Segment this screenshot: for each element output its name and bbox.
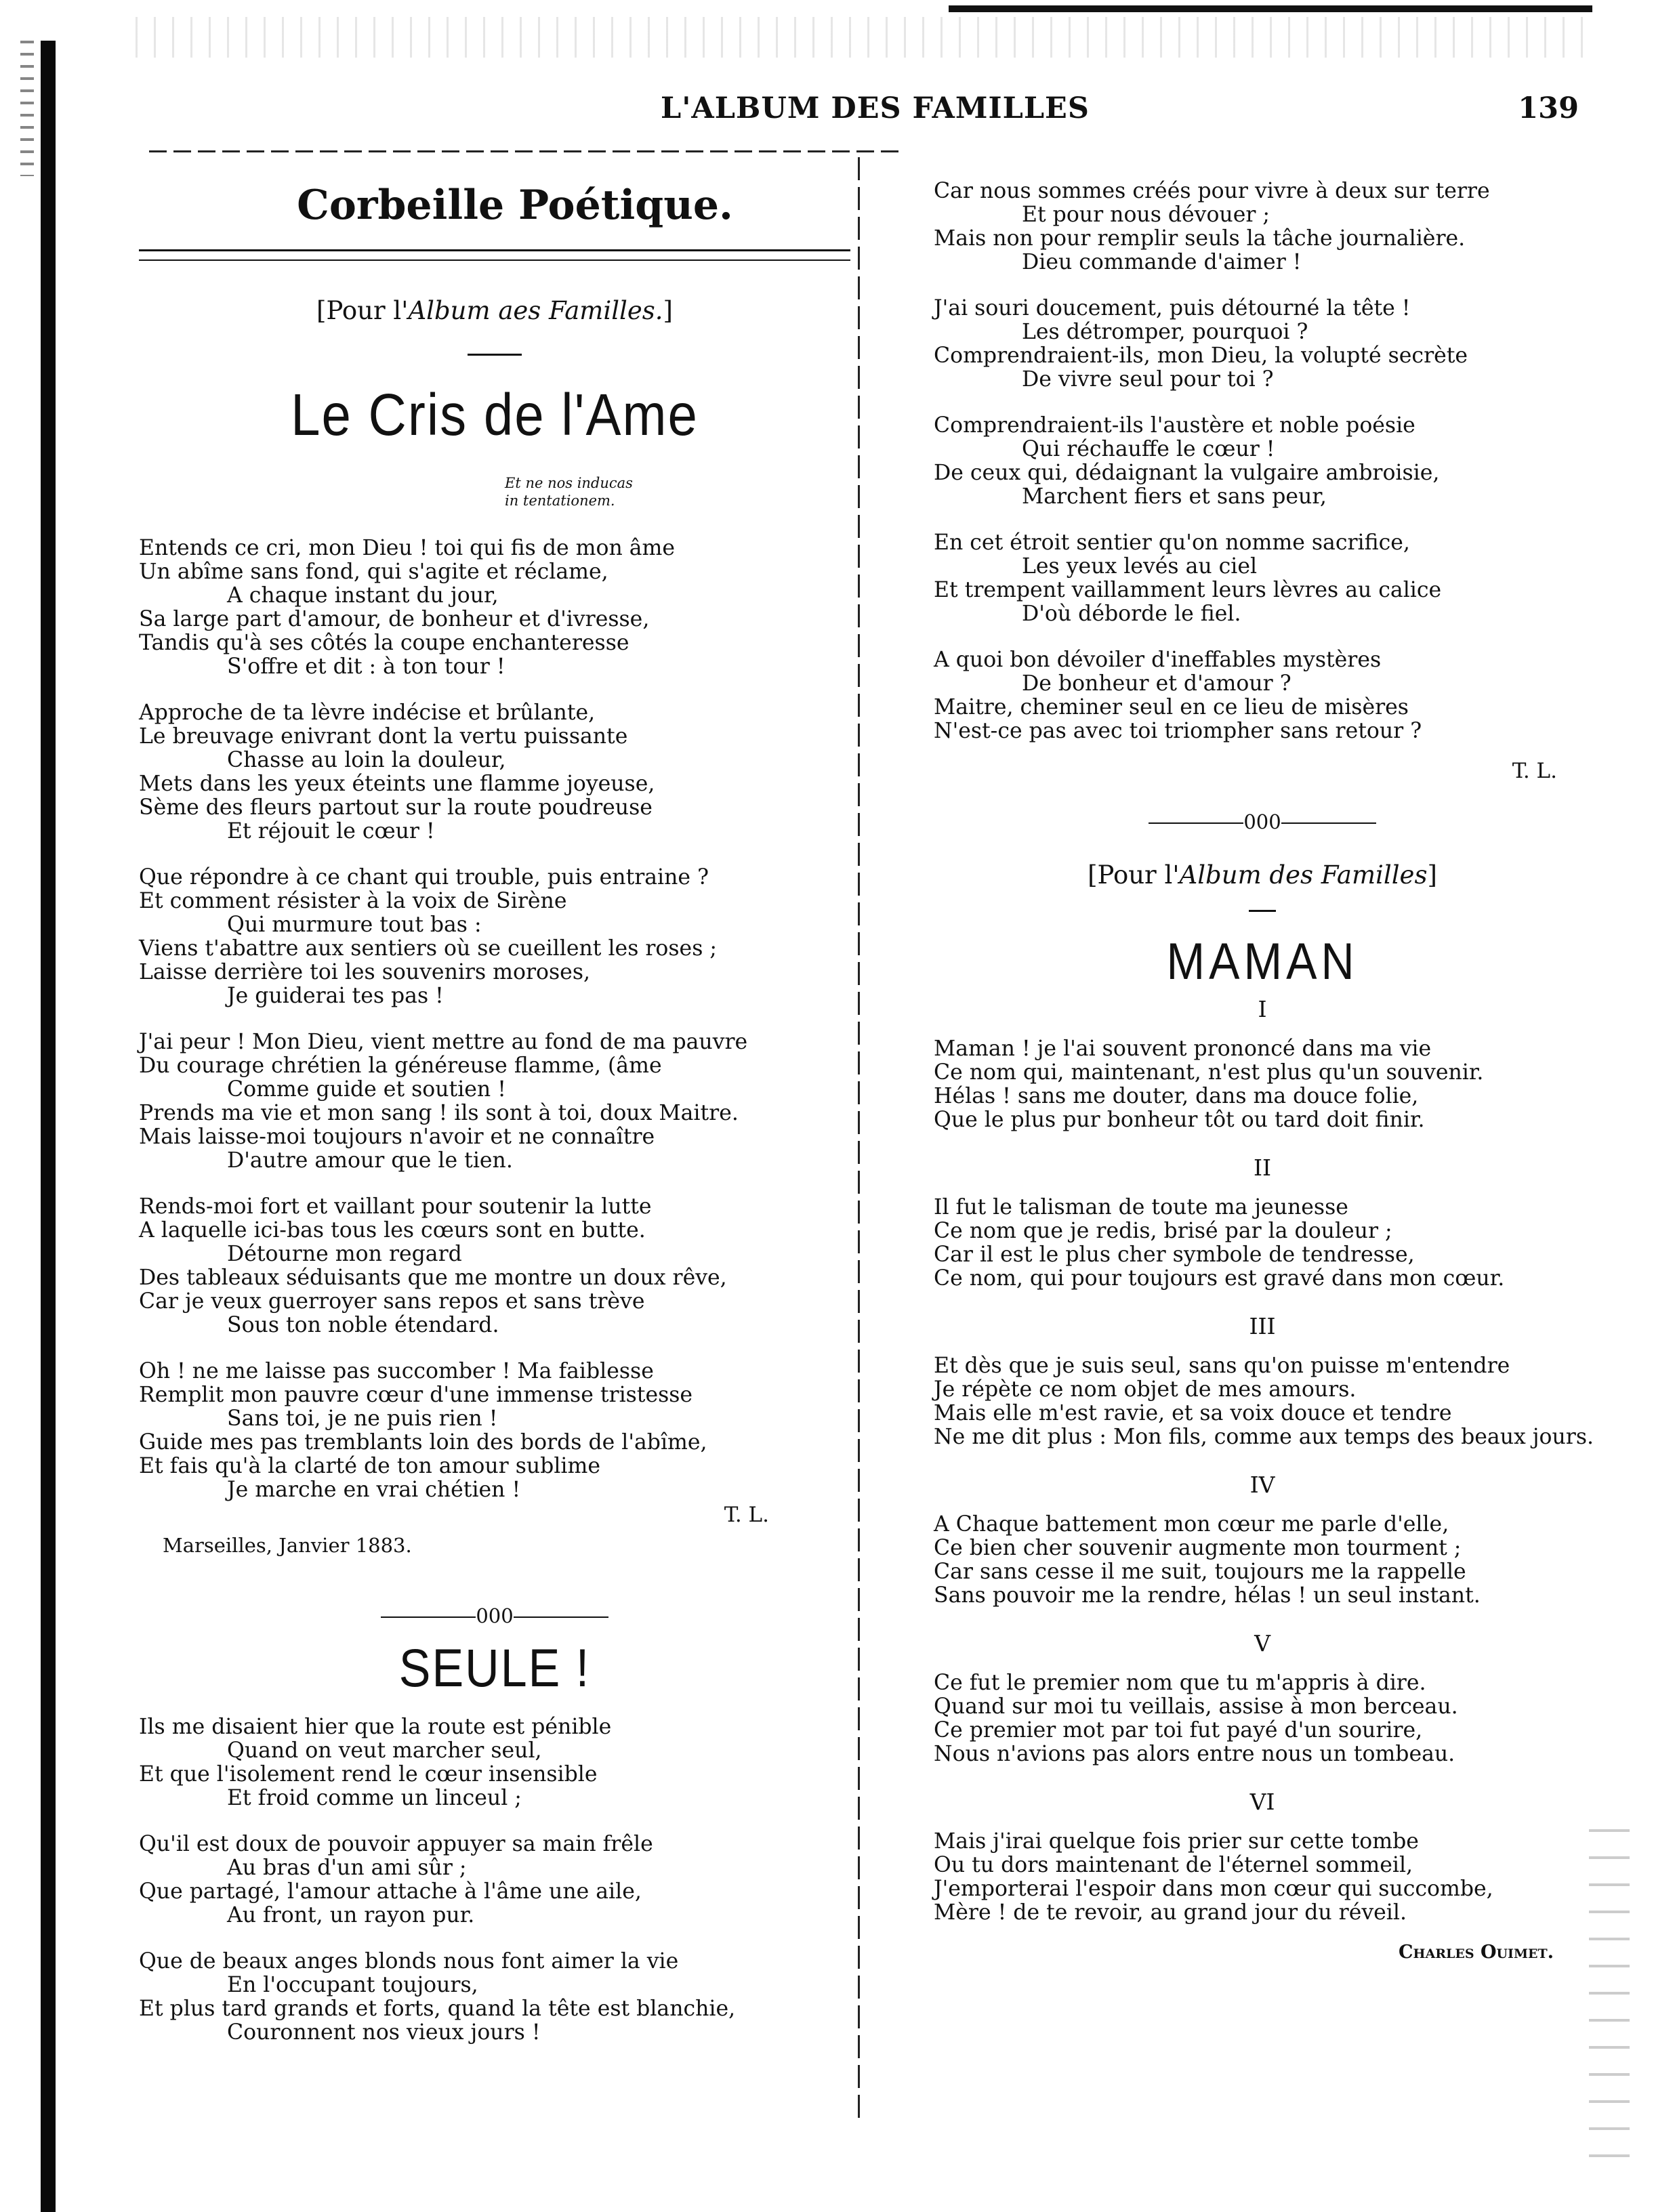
verse-line: Détourne mon regard: [227, 1242, 462, 1266]
verse-line: J'ai souri doucement, puis détourné la tête !: [934, 296, 1411, 320]
page-header: [149, 91, 1579, 139]
verse-line: Guide mes pas tremblants loin des bords de l'abîme,: [139, 1430, 707, 1455]
verse-line: Que répondre à ce chant qui trouble, puis entraine ?: [139, 865, 709, 890]
verse-line: Que le plus pur bonheur tôt ou tard doit finir.: [934, 1108, 1425, 1132]
verse-line: Oh ! ne me laisse pas succomber ! Ma faiblesse: [139, 1359, 654, 1383]
verse-line: Ce fut le premier nom que tu m'appris à dire.: [934, 1671, 1426, 1695]
verse-line: Qu'il est doux de pouvoir appuyer sa main frêle: [139, 1832, 653, 1856]
stanza: [934, 1830, 1591, 1925]
verse-line: Chasse au loin la douleur,: [227, 748, 506, 772]
section-numeral: I: [1258, 996, 1267, 1022]
verse-line: Je marche en vrai chétien !: [227, 1478, 521, 1502]
poem-le-cris-de-l-ame: [139, 537, 850, 1502]
poem-title-maman: MAMAN: [1166, 932, 1359, 990]
verse-line: Ils me disaient hier que la route est pénible: [139, 1715, 612, 1739]
stanza: [139, 1950, 850, 2045]
stanza: [934, 1671, 1591, 1766]
page-number: 139: [1518, 91, 1579, 125]
section-numeral: VI: [1249, 1789, 1275, 1815]
signature: T. L.: [724, 1503, 769, 1527]
section-title: Corbeille Poétique.: [297, 182, 733, 229]
stanza: [934, 414, 1591, 509]
verse-line: Et réjouit le cœur !: [227, 819, 435, 843]
verse-line: Prends ma vie et mon sang ! ils sont à toi, doux Maitre.: [139, 1101, 739, 1125]
verse-line: Les yeux levés au ciel: [1022, 554, 1258, 579]
verse-line: Ce nom qui, maintenant, n'est plus qu'un souvenir.: [934, 1060, 1484, 1085]
stanza: [934, 1037, 1591, 1132]
verse-line: Un abîme sans fond, qui s'agite et réclame,: [139, 560, 608, 584]
verse-line: Rends-moi fort et vaillant pour soutenir la lutte: [139, 1194, 652, 1219]
verse-line: Remplit mon pauvre cœur d'une immense tristesse: [139, 1383, 693, 1407]
verse-line: Tandis qu'à ses côtés la coupe enchanteresse: [139, 631, 629, 655]
epigraph: Et ne nos inducas in tentationem.: [505, 475, 633, 509]
separator: 000: [934, 810, 1591, 833]
verse-line: Mère ! de te revoir, au grand jour du réveil.: [934, 1900, 1407, 1925]
verse-line: En l'occupant toujours,: [227, 1973, 478, 1997]
scan-right-speckle: [1589, 1829, 1630, 2168]
verse-line: Les détromper, pourquoi ?: [1022, 320, 1308, 344]
verse-line: A quoi bon dévoiler d'ineffables mystères: [934, 648, 1382, 672]
verse-line: Sa large part d'amour, de bonheur et d'ivresse,: [139, 607, 650, 631]
verse-line: Et fais qu'à la clarté de ton amour sublime: [139, 1454, 600, 1478]
poem-seule-continued: [934, 180, 1591, 743]
verse-line: Je guiderai tes pas !: [227, 984, 444, 1008]
left-column: [139, 156, 850, 2067]
verse-line: Et comment résister à la voix de Sirène: [139, 889, 567, 913]
stanza: [934, 297, 1591, 392]
verse-line: Approche de ta lèvre indécise et brûlante,: [139, 701, 596, 725]
verse-line: Quand sur moi tu veillais, assise à mon berceau.: [934, 1694, 1458, 1719]
scan-top-speckle: [136, 17, 1592, 58]
section-rule: [139, 249, 850, 261]
verse-line: Ce bien cher souvenir augmente mon tourment ;: [934, 1536, 1462, 1560]
verse-line: A chaque instant du jour,: [227, 583, 499, 608]
verse-line: Car je veux guerroyer sans repos et sans trève: [139, 1289, 645, 1314]
scan-edge-marks: [20, 41, 34, 176]
verse-line: Car nous sommes créés pour vivre à deux sur terre: [934, 179, 1490, 203]
verse-line: Du courage chrétien la généreuse flamme, (âme: [139, 1053, 662, 1078]
scan-top-rule: [949, 5, 1592, 12]
verse-line: Et trempent vaillamment leurs lèvres au calice: [934, 578, 1442, 602]
verse-line: Hélas ! sans me douter, dans ma douce folie,: [934, 1084, 1419, 1108]
section-numeral: IV: [1249, 1472, 1275, 1498]
stanza: [934, 648, 1591, 743]
right-column: [934, 179, 1594, 1963]
poem-maman: [934, 996, 1594, 1925]
poem-title-seule: SEULE !: [398, 1638, 591, 1698]
signature: T. L.: [1512, 759, 1557, 783]
running-title: L'ALBUM DES FAMILLES: [661, 91, 1090, 125]
short-rule: [1249, 910, 1276, 912]
verse-line: Marchent fiers et sans peur,: [1022, 484, 1327, 509]
stanza: [139, 1360, 850, 1502]
separator: 000: [139, 1604, 850, 1627]
poem-title-le-cris-de-l-ame: Le Cris de l'Ame: [291, 381, 699, 448]
verse-line: Il fut le talisman de toute ma jeunesse: [934, 1195, 1348, 1219]
verse-line: Maman ! je l'ai souvent prononcé dans ma vie: [934, 1037, 1432, 1061]
verse-line: Ou tu dors maintenant de l'éternel sommeil,: [934, 1853, 1413, 1877]
verse-line: Ce premier mot par toi fut payé d'un sourire,: [934, 1718, 1423, 1743]
verse-line: Ce nom, qui pour toujours est gravé dans mon cœur.: [934, 1266, 1505, 1291]
verse-line: Sans pouvoir me la rendre, hélas ! un seul instant.: [934, 1583, 1481, 1608]
verse-line: Dieu commande d'aimer !: [1022, 250, 1302, 274]
verse-line: Entends ce cri, mon Dieu ! toi qui fis de mon âme: [139, 536, 676, 560]
verse-line: Mais j'irai quelque fois prier sur cette tombe: [934, 1829, 1419, 1854]
section-numeral: II: [1253, 1154, 1272, 1181]
stanza: [139, 1715, 850, 1810]
stanza: [139, 1195, 850, 1337]
column-divider: [858, 157, 860, 2122]
stanza: [934, 531, 1591, 626]
section-numeral: V: [1254, 1630, 1270, 1656]
verse-line: Mais non pour remplir seuls la tâche journalière.: [934, 226, 1466, 251]
verse-line: A Chaque battement mon cœur me parle d'elle,: [934, 1512, 1449, 1537]
verse-line: J'ai peur ! Mon Dieu, vient mettre au fond de ma pauvre: [139, 1030, 748, 1054]
stanza: [139, 537, 850, 679]
verse-line: Couronnent nos vieux jours !: [227, 2020, 541, 2045]
verse-line: Mais elle m'est ravie, et sa voix douce et tendre: [934, 1401, 1452, 1425]
stanza: [934, 1196, 1591, 1291]
verse-line: Laisse derrière toi les souvenirs moroses,: [139, 960, 591, 984]
verse-line: Comme guide et soutien !: [227, 1077, 506, 1102]
stanza: [139, 1833, 850, 1927]
verse-line: Qui réchauffe le cœur !: [1022, 437, 1275, 461]
verse-line: Car sans cesse il me suit, toujours me la rappelle: [934, 1560, 1466, 1584]
verse-line: Mais laisse-moi toujours n'avoir et ne connaître: [139, 1125, 655, 1149]
stanza: [934, 1513, 1591, 1608]
verse-line: D'où déborde le fiel.: [1022, 602, 1241, 626]
verse-line: Que partagé, l'amour attache à l'âme une aile,: [139, 1879, 642, 1904]
verse-line: Et pour nous dévouer ;: [1022, 203, 1270, 227]
verse-line: S'offre et dit : à ton tour !: [227, 654, 505, 679]
verse-line: De bonheur et d'amour ?: [1022, 671, 1291, 696]
verse-line: Comprendraient-ils l'austère et noble poésie: [934, 413, 1415, 438]
verse-line: Je répète ce nom objet de mes amours.: [934, 1377, 1357, 1402]
header-rule: [149, 150, 901, 152]
stanza: [139, 866, 850, 1008]
verse-line: Nous n'avions pas alors entre nous un tombeau.: [934, 1742, 1455, 1766]
dedication: [Pour l'Album aes Familles.]: [316, 296, 673, 325]
verse-line: Car il est le plus cher symbole de tendresse,: [934, 1243, 1415, 1267]
verse-line: Sans toi, je ne puis rien !: [227, 1406, 498, 1431]
verse-line: En cet étroit sentier qu'on nomme sacrifice,: [934, 530, 1410, 555]
poem-seule: [139, 1715, 850, 2045]
verse-line: Comprendraient-ils, mon Dieu, la volupté secrète: [934, 343, 1468, 368]
stanza: [139, 701, 850, 843]
verse-line: Au bras d'un ami sûr ;: [227, 1856, 467, 1880]
verse-line: J'emporterai l'espoir dans mon cœur qui succombe,: [934, 1877, 1493, 1901]
verse-line: Maitre, cheminer seul en ce lieu de misères: [934, 695, 1409, 719]
verse-line: Des tableaux séduisants que me montre un doux rêve,: [139, 1266, 727, 1290]
verse-line: Quand on veut marcher seul,: [227, 1738, 542, 1763]
verse-line: Et que l'isolement rend le cœur insensible: [139, 1762, 598, 1787]
signature: Charles Ouimet.: [1399, 1942, 1554, 1963]
verse-line: Que de beaux anges blonds nous font aimer la vie: [139, 1949, 679, 1974]
short-rule: [468, 354, 522, 356]
verse-line: Au front, un rayon pur.: [227, 1903, 475, 1927]
verse-line: A laquelle ici-bas tous les cœurs sont en butte.: [139, 1218, 646, 1243]
place-date: Marseilles, Janvier 1883.: [163, 1534, 412, 1557]
stanza: [934, 1354, 1594, 1449]
verse-line: Sous ton noble étendard.: [227, 1313, 499, 1337]
verse-line: Qui murmure tout bas :: [227, 913, 482, 937]
verse-line: Le breuvage enivrant dont la vertu puissante: [139, 724, 628, 749]
verse-line: De ceux qui, dédaignant la vulgaire ambroisie,: [934, 461, 1440, 485]
verse-line: Et dès que je suis seul, sans qu'on puisse m'entendre: [934, 1354, 1510, 1378]
scan-binding-edge: [41, 41, 56, 2212]
dedication: [Pour l'Album des Familles]: [1088, 860, 1437, 890]
verse-line: D'autre amour que le tien.: [227, 1148, 513, 1173]
verse-line: Et froid comme un linceul ;: [227, 1786, 522, 1810]
section-numeral: III: [1249, 1313, 1276, 1339]
stanza: [139, 1030, 850, 1173]
verse-line: Viens t'abattre aux sentiers où se cueillent les roses ;: [139, 936, 717, 961]
verse-line: Mets dans les yeux éteints une flamme joyeuse,: [139, 772, 655, 796]
verse-line: Ne me dit plus : Mon fils, comme aux temps des beaux jours.: [934, 1425, 1594, 1449]
stanza: [934, 180, 1591, 274]
verse-line: Et plus tard grands et forts, quand la tête est blanchie,: [139, 1997, 736, 2021]
verse-line: Sème des fleurs partout sur la route poudreuse: [139, 795, 653, 820]
verse-line: N'est-ce pas avec toi triompher sans retour ?: [934, 719, 1422, 743]
verse-line: Ce nom que je redis, brisé par la douleur ;: [934, 1219, 1392, 1243]
verse-line: De vivre seul pour toi ?: [1022, 367, 1274, 392]
